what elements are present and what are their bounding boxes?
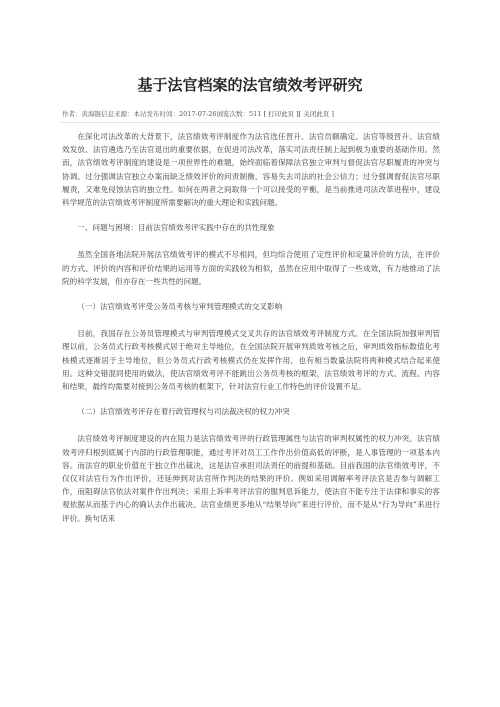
author-source-date: 黄海锟信息来源：本站发布时间：2017-07-26 <box>81 110 217 118</box>
subsection-heading-1-1: （一）法官绩效考评受公务员考核与审判管理模式的交叉影响 <box>77 302 283 312</box>
article-title: 基于法官档案的法官绩效考评研究 <box>137 76 363 94</box>
article-body <box>62 130 440 537</box>
print-page-link[interactable]: [ 打印此页 ] <box>263 110 299 118</box>
views-count: 511 <box>248 110 262 118</box>
subsection-heading-1-2: （二）法官绩效考评存在着行政管理权与司法裁决权的权力冲突 <box>77 407 290 417</box>
body-paragraph-intro: 在深化司法改革的大背景下，法官绩效考评制度作为法官选任晋升、法官员额确定、法官等级晋升、法官绩效发放、法官遴选乃至法官退出的重要依据，在促进司法改革，落实司法责任制上起到极为重要的基础作用。然而，法官绩效考评制度的建设是一项世界性的难题，始终面临着保障法官独立审判与督促法官尽职履责的冲突与协调。过分强调法官独立办案而缺乏绩效评价的问责制衡，容易失去司法的社会公信力；过分强调督促法官尽职履责，又难免侵蚀法官的独立性。如何在两者之间取得一个可以接受的平衡，是当前推进司法改革进程中，建设科学规范的法官绩效考评制度所需要解决的重大理论和实践问题。 <box>62 132 440 208</box>
section-heading-1: 一、问题与困境：目前法官绩效考评实践中存在的共性现象 <box>77 223 275 233</box>
body-paragraph-1: 虽然全国各地法院开展法官绩效考评的模式不尽相同，但均综合使用了定性评价和定量评价的方法，在评价的方式、评价的内容和评价结果的运用等方面的实践较为相似，虽然在应用中取得了一些成效，有力地推动了法院的科学发展，但亦存在一些共性的问题。 <box>62 250 440 286</box>
article-meta <box>62 109 462 118</box>
close-page-link[interactable]: [ 关闭此页 ] <box>298 110 334 118</box>
header-divider <box>60 122 440 123</box>
body-paragraph-3: 法官绩效考评制度建设的内在阻力是法官绩效考评的行政管理属性与法官的审判权属性的权力冲突。法官绩效考评归根到底属于内部的行政管理职能，通过考评对员工工作作出价值高低的评断，是人事管理的一项基本内容。而法官的职业价值在于独立作出裁决，这是法官承担司法责任的前提和基础。目前我国的法官绩效考评，不仅仅对法官行为作出评价，还延伸到对法官所作判决的结果的评价。例如采用调解率考评法官是否参与调解工作，而阻碍法官依法对案件作出判决；采用上诉率考评法官的服判息诉能力，使法官不能专注于法律和事实的客观依据从而基于内心的确认去作出裁决。法官业绩更多地从“结果导向”来进行评价，而不是从“行为导向”来进行评价。换句话来 <box>62 434 440 523</box>
views-label: 浏览次数： <box>216 110 249 118</box>
body-paragraph-2: 目前，我国存在公务员管理模式与审判管理模式交叉共存的法官绩效考评制度方式。在全国法院加强审判管理以前，公务员式行政考核模式居于绝对主导地位，在全国法院开展审判质效考核之后，审判质效指标数值化考核模式逐渐居于主导地位，但公务员式行政考核模式仍在发挥作用，也有相当数量法院将两种模式结合起来使用。这种交错混同使用的做法，使法官绩效考评不能跳出公务员考核的框架，法官绩效考评的方式、流程、内容和结果，最终均需要对接到公务员考核的框架下，针对法官行业工作特色的评价设置不足。 <box>62 329 440 392</box>
author-label: 作者： <box>62 110 82 118</box>
